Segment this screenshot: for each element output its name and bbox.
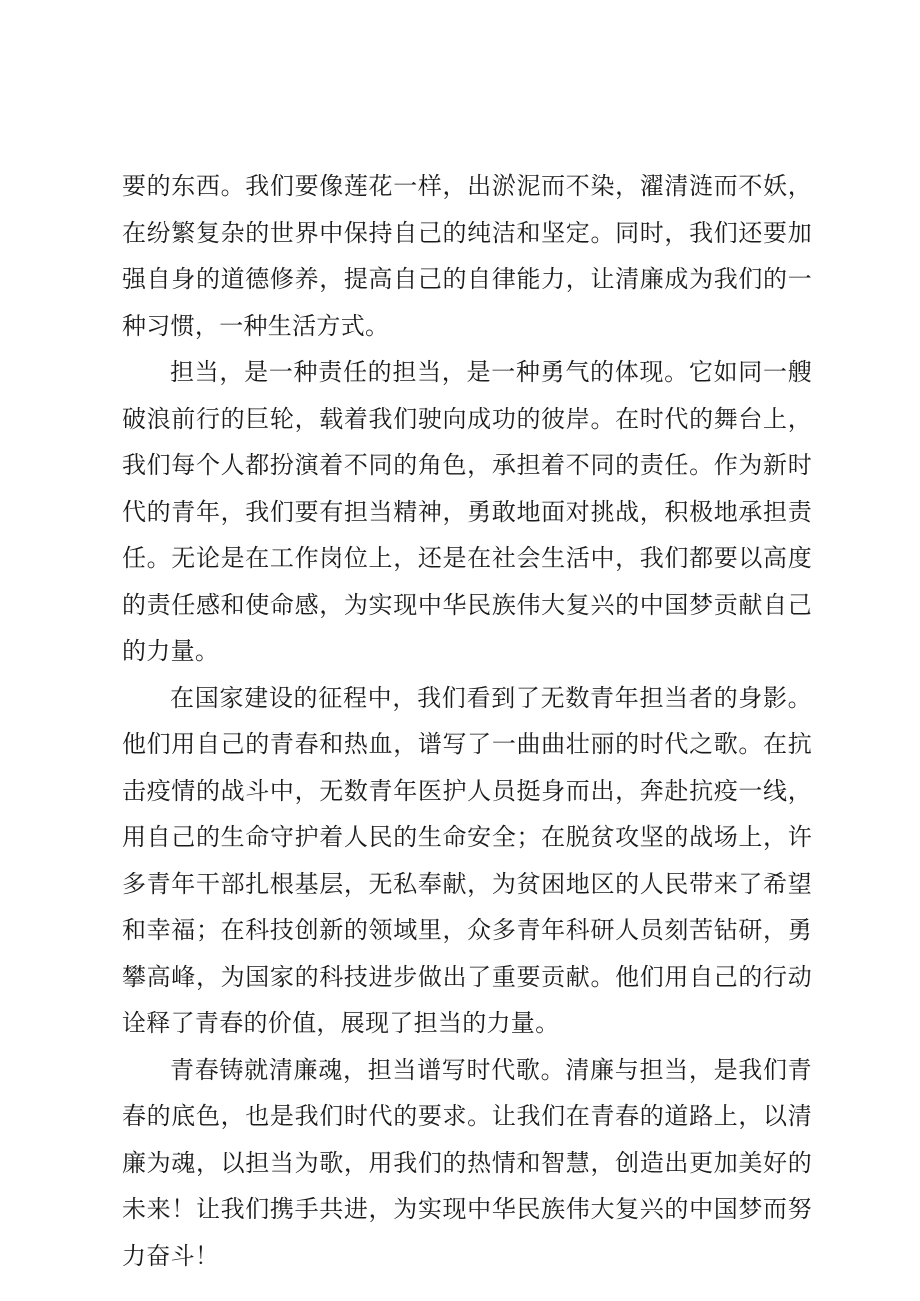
paragraph-4: 青春铸就清廉魂，担当谱写时代歌。清廉与担当，是我们青春的底色，也是我们时代的要求。让我们在青春的道路上，以清廉为魂，以担当为歌，用我们的热情和智慧，创造出更加美好的未来！让我们携手共进，为实现中华民族伟大复兴的中国梦而努力奋斗！ <box>122 1055 812 1270</box>
document-body <box>122 163 812 1279</box>
paragraph-1: 要的东西。我们要像莲花一样，出淤泥而不染，濯清涟而不妖，在纷繁复杂的世界中保持自己的纯洁和坚定。同时，我们还要加强自身的道德修养，提高自己的自律能力，让清廉成为我们的一种习惯，一种生活方式。 <box>122 172 812 340</box>
paragraph-3: 在国家建设的征程中，我们看到了无数青年担当者的身影。他们用自己的青春和热血，谱写了一曲曲壮丽的时代之歌。在抗击疫情的战斗中，无数青年医护人员挺身而出，奔赴抗疫一线，用自己的生命守护着人民的生命安全；在脱贫攻坚的战场上，许多青年干部扎根基层，无私奉献，为贫困地区的人民带来了希望和幸福；在科技创新的领域里，众多青年科研人员刻苦钻研，勇攀高峰，为国家的科技进步做出了重要贡献。他们用自己的行动诠释了青春的价值，展现了担当的力量。 <box>122 683 812 1037</box>
paragraph-2: 担当，是一种责任的担当，是一种勇气的体现。它如同一艘破浪前行的巨轮，载着我们驶向成功的彼岸。在时代的舞台上，我们每个人都扮演着不同的角色，承担着不同的责任。作为新时代的青年，我们要有担当精神，勇敢地面对挑战，积极地承担责任。无论是在工作岗位上，还是在社会生活中，我们都要以高度的责任感和使命感，为实现中华民族伟大复兴的中国梦贡献自己的力量。 <box>122 358 812 665</box>
